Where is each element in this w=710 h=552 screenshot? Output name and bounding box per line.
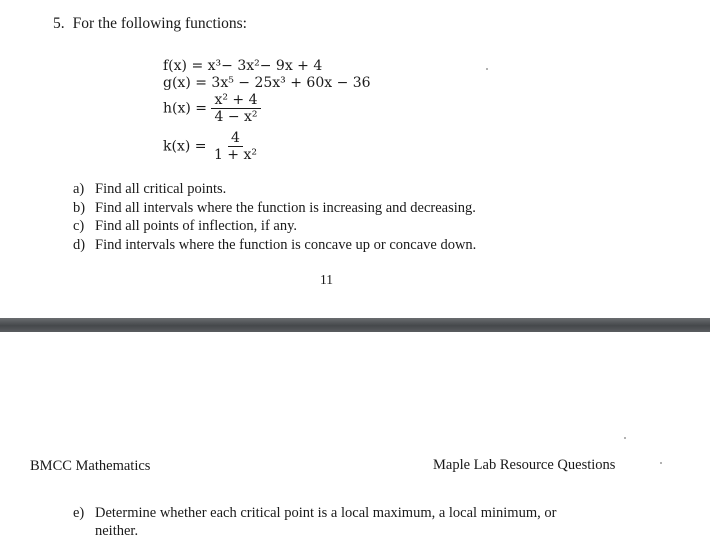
function-g-rhs: 3x⁵ − 25x³ + 60x − 36 bbox=[211, 75, 371, 91]
footer-right-label: Maple Lab Resource Questions bbox=[433, 457, 616, 473]
function-k bbox=[163, 131, 260, 162]
footer-left-label: BMCC Mathematics bbox=[30, 458, 151, 474]
function-h-numerator: x² + 4 bbox=[211, 93, 260, 109]
function-h-fraction bbox=[211, 93, 260, 124]
function-g-lhs: g(x) = bbox=[163, 75, 212, 91]
scan-speck bbox=[624, 437, 626, 439]
part-e bbox=[73, 504, 595, 540]
function-h-lhs: h(x) = bbox=[163, 100, 212, 117]
function-h-denominator: 4 − x² bbox=[214, 109, 258, 125]
problem-intro: For the following functions: bbox=[72, 15, 247, 32]
function-k-lhs: k(x) = bbox=[163, 138, 211, 155]
function-f-lhs: f(x) = bbox=[163, 58, 208, 74]
part-letter: b) bbox=[73, 199, 86, 216]
part-b bbox=[73, 199, 476, 218]
part-c bbox=[73, 217, 476, 236]
page-number: 11 bbox=[320, 272, 333, 287]
function-k-denominator: 1 + x² bbox=[213, 147, 257, 163]
function-f bbox=[163, 58, 322, 74]
part-text: Find all points of inflection, if any. bbox=[95, 218, 298, 234]
problem-heading bbox=[53, 15, 247, 33]
part-text: Determine whether each critical point is a local maximum, a local minimum, or neither. bbox=[95, 505, 557, 539]
function-k-numerator: 4 bbox=[228, 131, 243, 147]
function-k-fraction bbox=[211, 131, 260, 162]
function-g bbox=[163, 75, 371, 91]
page-bottom bbox=[0, 332, 710, 552]
function-f-rhs: x³− 3x²− 9x + 4 bbox=[207, 58, 323, 74]
part-text: Find intervals where the function is concave up or concave down. bbox=[95, 236, 477, 253]
scan-speck bbox=[486, 68, 488, 70]
part-text: Find all critical points. bbox=[95, 181, 227, 197]
part-text: Find all intervals where the function is increasing and decreasing. bbox=[95, 199, 476, 216]
part-letter: d) bbox=[73, 236, 86, 253]
page-separator bbox=[0, 318, 710, 332]
problem-number: 5. bbox=[53, 15, 65, 32]
part-letter: e) bbox=[73, 505, 85, 521]
part-letter: a) bbox=[73, 181, 85, 197]
scan-speck bbox=[660, 462, 662, 464]
parts-list bbox=[73, 180, 476, 254]
part-letter: c) bbox=[73, 218, 85, 234]
function-h bbox=[163, 93, 261, 124]
part-a bbox=[73, 180, 476, 199]
part-d bbox=[73, 236, 476, 255]
